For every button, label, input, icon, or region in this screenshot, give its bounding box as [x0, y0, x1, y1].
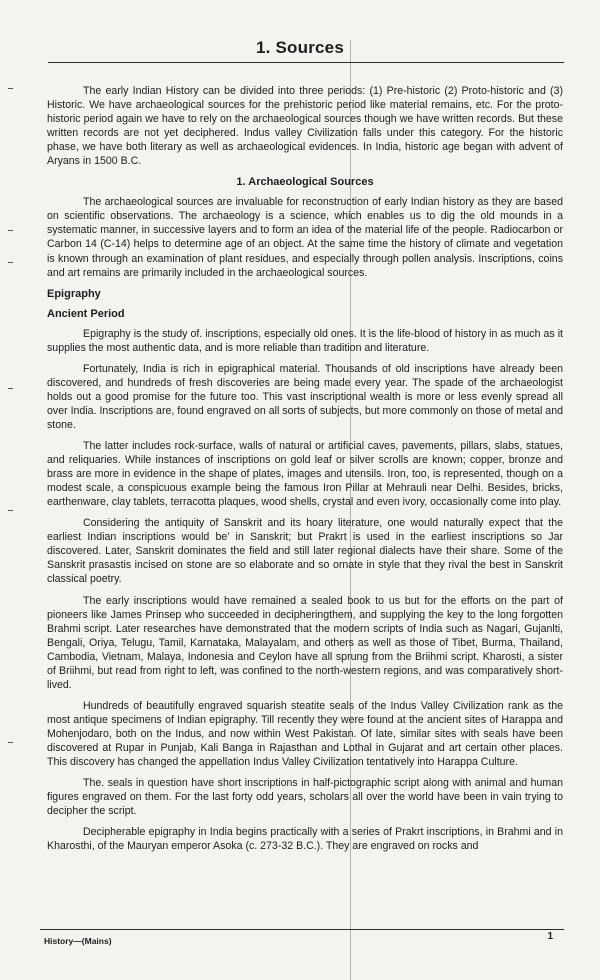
body-paragraph: Fortunately, India is rich in epigraphical material. Thousands of old inscriptions have already been discovered, and hundreds of fresh discoveries are being made every year. The spade of the archaeologist holds out a good promise for the future too. This vast inscriptional wealth is more or less evenly spread all over India. Inscriptions are, found engraved on all sorts of subjects, but more commonly on those of metal and stone.: [47, 362, 563, 431]
margin-mark: [8, 88, 13, 89]
margin-mark: [8, 510, 13, 511]
archaeological-sources-paragraph: The archaeological sources are invaluable for reconstruction of early Indian history as they are based on scientific observations. The archaeology is a science, which enables us to dig the old mounds in a systematic manner, in successive layers and to form an idea of the material life of the people. Radiocarbon or Carbon 14 (C-14) helps to determine age of an object. At the same time the history of climate and vegetation is known through an examination of plant residues, and especially through pollen analysis. Inscriptions, coins and art remains are primarily included in the archaeological sources.: [47, 196, 563, 279]
body-text: [47, 84, 563, 860]
section-heading-archaeological-sources: 1. Archaeological Sources: [236, 176, 374, 189]
body-paragraph: The early inscriptions would have remained a sealed book to us but for the efforts on the part of pioneers like James Prinsep who succeeded in decipheringthem, and supplying the key to the long forgotten Brahmi script. Later researches have demonstrated that the modern scripts of India such as Nagari, Gujanlti, Bengali, Oriya, Telugu, Tamil, Karnataka, Malayalam, and others as well as those of Tibet, Burma, Thailand, Cambodia, Vietnam, Malaya, Indonesia and Ceylon have all sprung from the Briihmi script. Kharosti, a sister of Briihmi, but read from right to left, was confined to the north-western regions, and was comparatively short-lived.: [47, 594, 563, 691]
margin-mark: [8, 262, 13, 263]
body-paragraph: The latter includes rock-surface, walls of natural or artificial caves, pavements, pillars, slabs, statues, and reliquaries. While instances of inscriptions on gold leaf or silver scrolls are known; copper, bronze and brass are more in evidence in the shape of plates, images and utensils. Iron, too, is represented, though on a modest scale, a conspicuous example being the famous Iron Pillar at Mehrauli near Delhi. Besides, bricks, earthenware, clay tablets, terracotta plaques, wood shells, crystal and even ivory, occasionally come into play.: [47, 440, 563, 509]
body-paragraph: The. seals in question have short inscriptions in half-pictographic script along with animal and human figures engraved on them. For the last forty odd years, scholars all over the world have been in vain trying to decipher the script.: [47, 777, 563, 818]
page-title: 1. Sources: [256, 38, 344, 57]
ancient-period-heading: Ancient Period: [47, 307, 125, 320]
intro-paragraph: The early Indian History can be divided into three periods: (1) Pre-historic (2) Proto-historic and (3) Historic. We have archaeological sources for the prehistoric period like material remains, etc. For the proto-historic period again we have to rely on the archaeological sources though we have written records. But these written records are not yet deciphered. Indus valley Civilization falls under this category. For the historic phase, we have both literary as well as archaeological evidences. In India, historic age began with advent of Aryans in 1500 B.C.: [47, 85, 563, 168]
body-paragraph: Epigraphy is the study of. inscriptions, especially old ones. It is the life-blood of history in as much as it supplies the most authentic data, and is more reliable than tradition and literature.: [47, 327, 563, 354]
page-number: 1: [547, 931, 553, 942]
body-paragraph: Considering the antiquity of Sanskrit and its hoary literature, one would naturally expect that the earliest Indian inscriptions would be' in Sanskrit; but Prakrt is used in the earliest inscriptions so Jar discovered. Later, Sanskrit dominates the field and still later regional dialects have their share. Some of the Sanskrit prasastis incised on stone are so elaborate and so ornate in style that they rival the best in Sanskrit classical poetry.: [47, 517, 563, 586]
epigraphy-heading: Epigraphy: [47, 287, 101, 300]
margin-mark: [8, 742, 13, 743]
margin-mark: [8, 388, 13, 389]
body-paragraph: Hundreds of beautifully engraved squarish steatite seals of the Indus Valley Civilization rank as the most antique specimens of Indian epigraphy. Till recently they were found at the ancient sites of Harappa and Mohenjodaro, both on the Indus, and now within West Pakistan. Of late, similar sites with seals have been discovered at Rupar in Punjab, Kali Banga in Rajasthan and Lothal in Gujarat and art certain other places. This discovery has changed the appellation Indus Valley Civilization tentatively into Harappa Culture.: [47, 699, 563, 769]
margin-mark: [8, 230, 13, 231]
body-paragraph: Decipherable epigraphy in India begins practically with a series of Prakrt inscriptions, in Brahmi and in Kharosthi, of the Mauryan emperor Asoka (c. 273-32 B.C.). They are engraved on rocks and: [47, 826, 563, 853]
footer-book-title: History—(Mains): [44, 936, 112, 946]
title-rule: [48, 62, 564, 63]
footer-rule: [40, 929, 564, 930]
